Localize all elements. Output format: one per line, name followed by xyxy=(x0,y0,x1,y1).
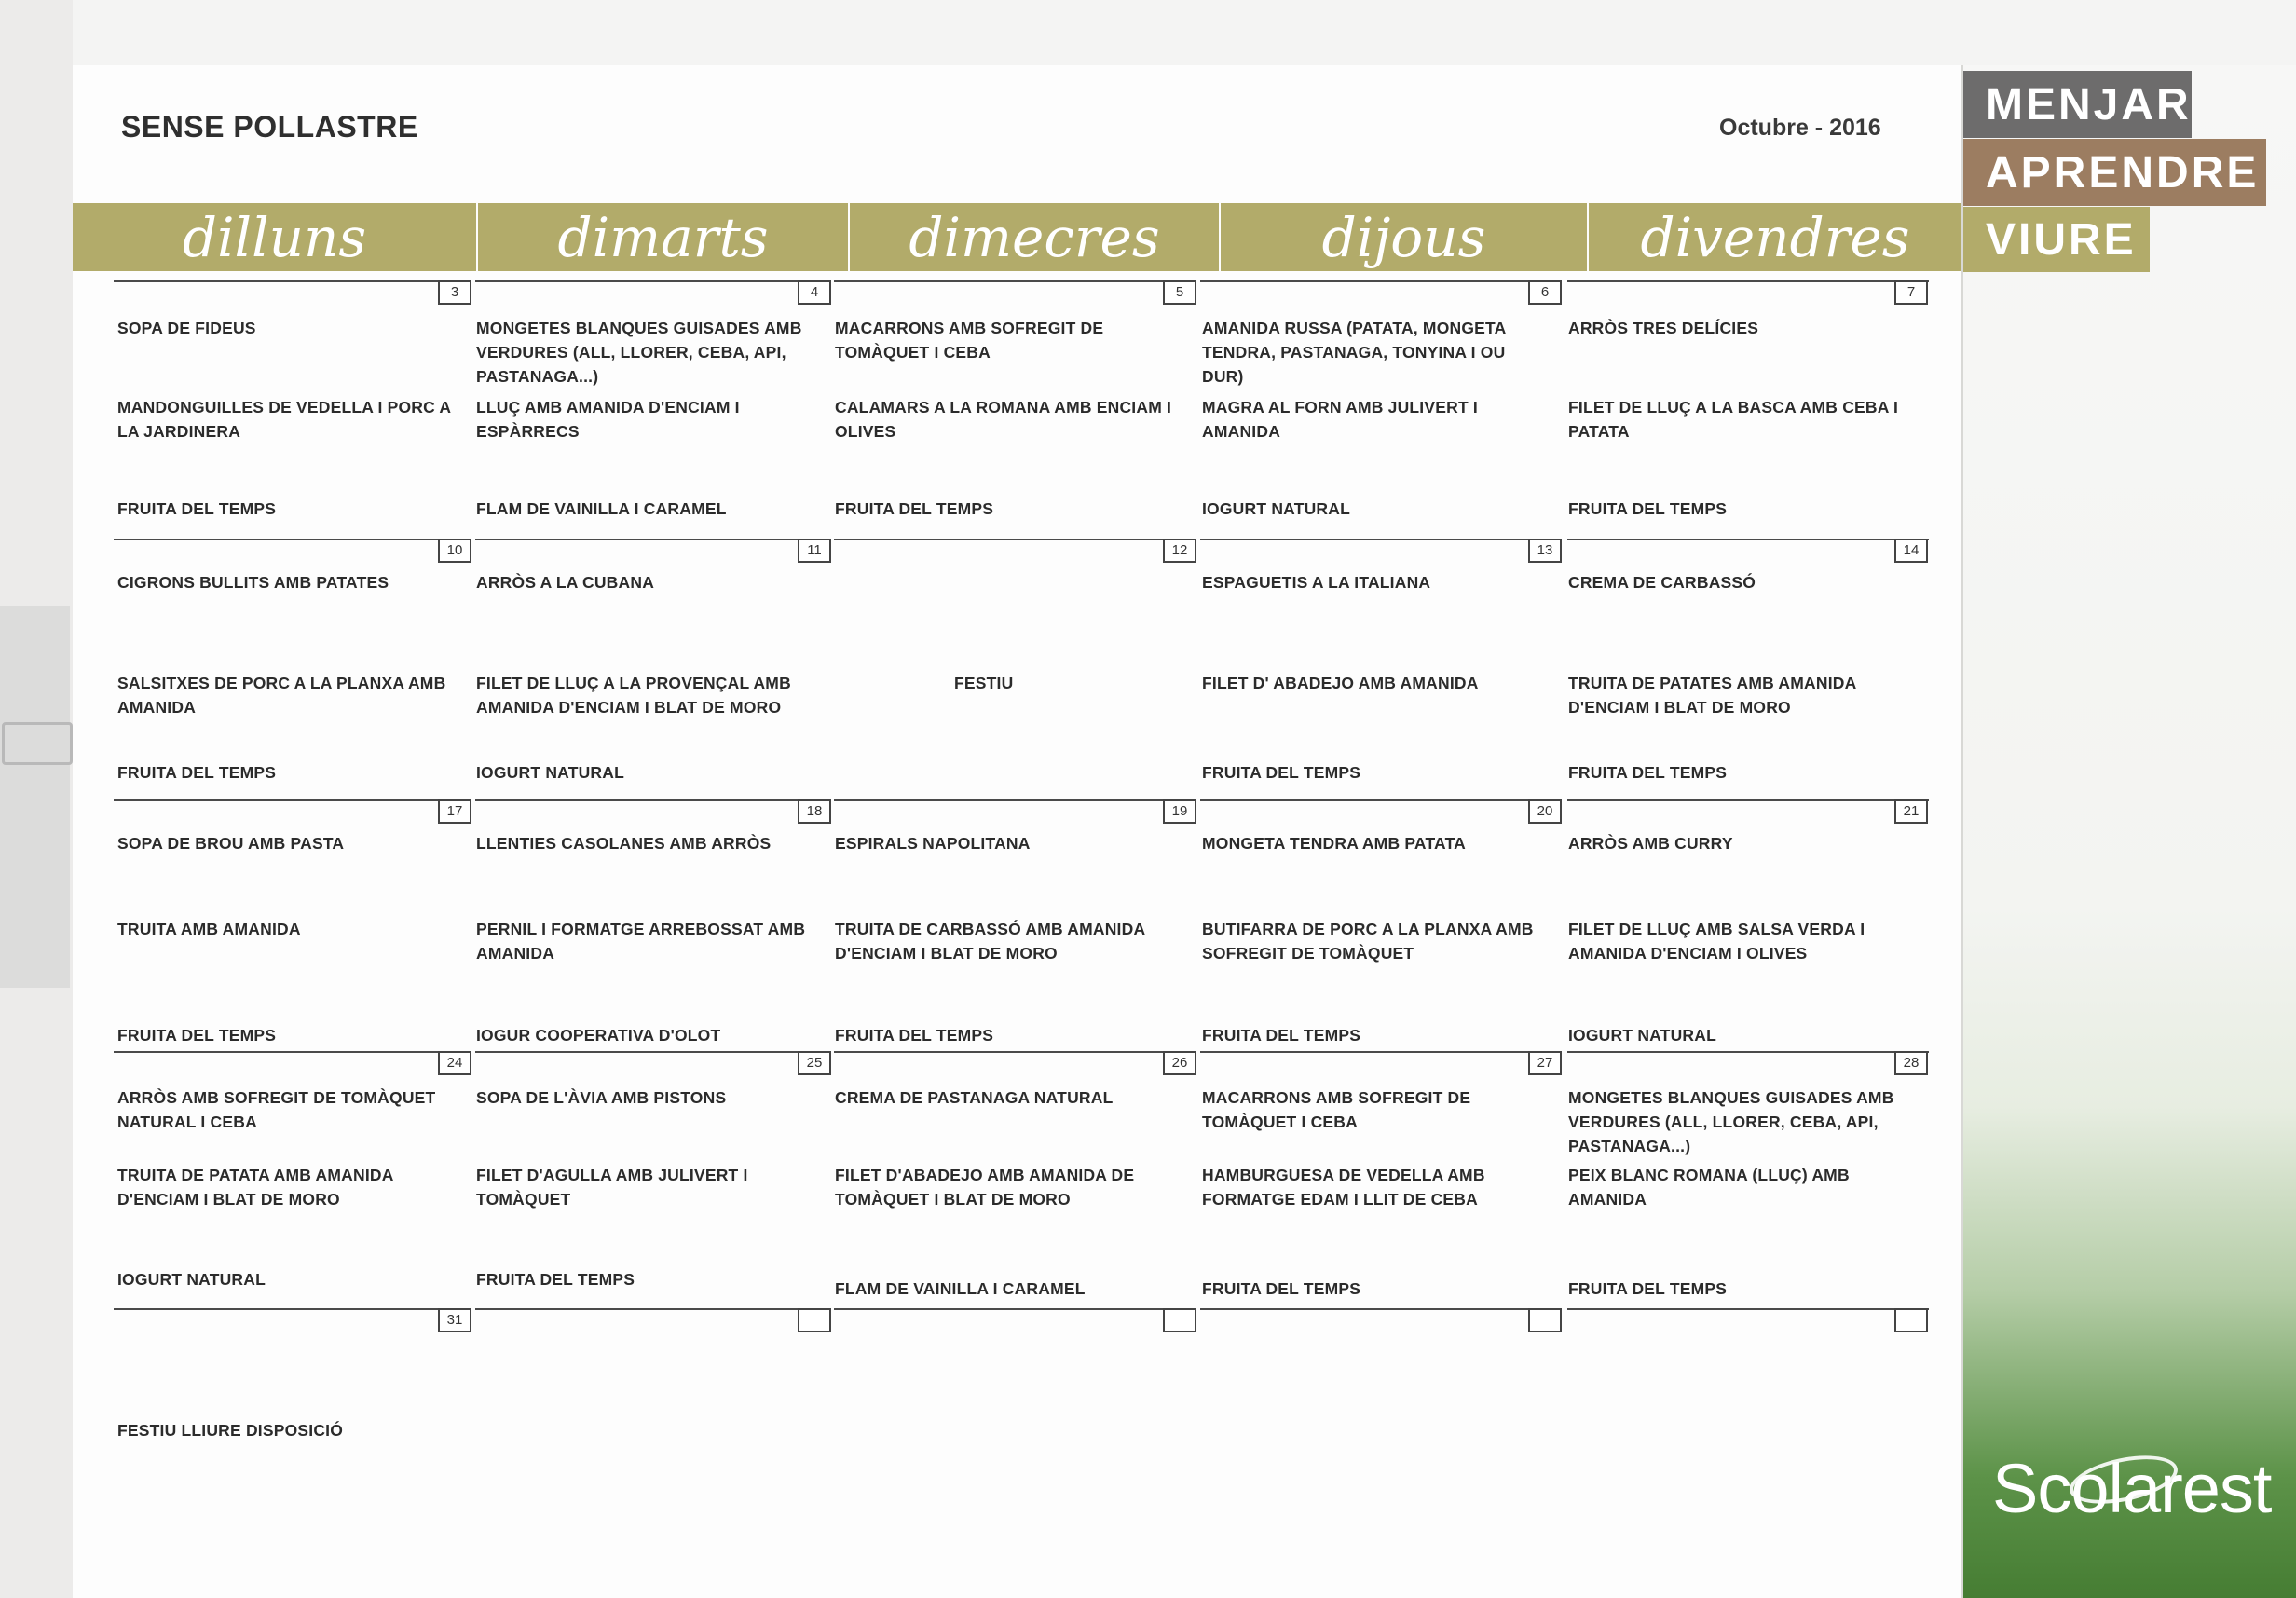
day-number-box: 14 xyxy=(1894,539,1928,563)
week-rule xyxy=(1200,799,1562,801)
week-rule xyxy=(475,280,829,282)
day-number-box: 28 xyxy=(1894,1051,1928,1075)
week-rule xyxy=(475,1308,829,1310)
dessert: IOGURT NATURAL xyxy=(117,1270,266,1289)
day-number-box: 26 xyxy=(1163,1051,1196,1075)
first-course: SOPA DE FIDEUS xyxy=(117,319,256,337)
week-rule xyxy=(475,1051,829,1053)
second-course: MAGRA AL FORN AMB JULIVERT I AMANIDA xyxy=(1202,398,1478,441)
second-course: TRUITA DE PATATA AMB AMANIDA D'ENCIAM I BLAT DE MORO xyxy=(117,1166,393,1209)
dessert: FLAM DE VAINILLA I CARAMEL xyxy=(476,499,727,518)
week-rule xyxy=(1200,280,1562,282)
dessert: IOGURT NATURAL xyxy=(1202,499,1350,518)
dessert: FRUITA DEL TEMPS xyxy=(1202,1026,1361,1045)
first-course: ARRÒS AMB SOFREGIT DE TOMÀQUET NATURAL I CEBA xyxy=(117,1088,436,1131)
day-number-box xyxy=(1163,1308,1196,1332)
day-number-box: 5 xyxy=(1163,280,1196,305)
day-number-box: 13 xyxy=(1528,539,1562,563)
dessert: FRUITA DEL TEMPS xyxy=(1202,1279,1361,1298)
dessert: FLAM DE VAINILLA I CARAMEL xyxy=(835,1279,1086,1298)
week-rule xyxy=(475,539,829,540)
second-course: FILET DE LLUÇ AMB SALSA VERDA I AMANIDA D'ENCIAM I OLIVES xyxy=(1568,920,1866,963)
day-number-box: 27 xyxy=(1528,1051,1562,1075)
first-course: CREMA DE PASTANAGA NATURAL xyxy=(835,1088,1114,1107)
dessert: IOGURT NATURAL xyxy=(476,763,624,782)
dessert: FRUITA DEL TEMPS xyxy=(1568,1279,1728,1298)
dessert: FRUITA DEL TEMPS xyxy=(476,1270,636,1289)
day-number-box xyxy=(1894,1308,1928,1332)
dessert: FRUITA DEL TEMPS xyxy=(117,1026,277,1045)
first-course: MACARRONS AMB SOFREGIT DE TOMÀQUET I CEBA xyxy=(835,319,1104,362)
week-rule xyxy=(834,1051,1195,1053)
day-number-box: 10 xyxy=(438,539,472,563)
day-number-box: 6 xyxy=(1528,280,1562,305)
day-number-box xyxy=(1528,1308,1562,1332)
scan-shadow xyxy=(0,606,70,988)
week-rule xyxy=(1567,280,1929,282)
dessert: IOGURT NATURAL xyxy=(1568,1026,1716,1045)
weekday-header-bar xyxy=(73,203,1960,271)
day-number-box: 7 xyxy=(1894,280,1928,305)
week-rule xyxy=(1200,539,1562,540)
first-course: SOPA DE BROU AMB PASTA xyxy=(117,834,345,853)
brand-aprendre: APRENDRE xyxy=(1963,139,2266,206)
weekday-divendres: divendres xyxy=(1589,203,1961,271)
brand-panel xyxy=(1961,65,2296,1598)
first-course: MONGETES BLANQUES GUISADES AMB VERDURES (ALL, LLORER, CEBA, API, PASTANAGA...) xyxy=(476,319,802,386)
first-course: FESTIU LLIURE DISPOSICIÓ xyxy=(117,1421,344,1440)
week-rule xyxy=(475,799,829,801)
day-number-box: 25 xyxy=(798,1051,831,1075)
first-course: ARRÒS AMB CURRY xyxy=(1568,834,1733,853)
weekday-dimarts: dimarts xyxy=(478,203,848,271)
second-course: LLUÇ AMB AMANIDA D'ENCIAM I ESPÀRRECS xyxy=(476,398,740,441)
week-rule xyxy=(834,539,1195,540)
dessert: FRUITA DEL TEMPS xyxy=(117,499,277,518)
first-course: ESPAGUETIS A LA ITALIANA xyxy=(1202,573,1431,592)
dessert: FRUITA DEL TEMPS xyxy=(1568,499,1728,518)
day-number-box: 11 xyxy=(798,539,831,563)
second-course: CALAMARS A LA ROMANA AMB ENCIAM I OLIVES xyxy=(835,398,1172,441)
day-number-box: 12 xyxy=(1163,539,1196,563)
second-course: FILET DE LLUÇ A LA PROVENÇAL AMB AMANIDA D'ENCIAM I BLAT DE MORO xyxy=(476,674,791,717)
dessert: IOGUR COOPERATIVA D'OLOT xyxy=(476,1026,721,1045)
first-course: CREMA DE CARBASSÓ xyxy=(1568,573,1756,592)
first-course: MACARRONS AMB SOFREGIT DE TOMÀQUET I CEBA xyxy=(1202,1088,1471,1131)
second-course: TRUITA DE CARBASSÓ AMB AMANIDA D'ENCIAM I BLAT DE MORO xyxy=(835,920,1145,963)
dessert: FRUITA DEL TEMPS xyxy=(117,763,277,782)
week-rule xyxy=(1567,799,1929,801)
first-course: CIGRONS BULLITS AMB PATATES xyxy=(117,573,390,592)
weekday-dilluns: dilluns xyxy=(73,203,476,271)
first-course: ARRÒS A LA CUBANA xyxy=(476,573,655,592)
week-rule xyxy=(1567,539,1929,540)
week-rule xyxy=(114,280,472,282)
first-course: MONGETES BLANQUES GUISADES AMB VERDURES (ALL, LLORER, CEBA, API, PASTANAGA...) xyxy=(1568,1088,1894,1155)
week-rule xyxy=(114,1051,472,1053)
first-course: LLENTIES CASOLANES AMB ARRÒS xyxy=(476,834,772,853)
day-number-box: 4 xyxy=(798,280,831,305)
second-course: HAMBURGUESA DE VEDELLA AMB FORMATGE EDAM I LLIT DE CEBA xyxy=(1202,1166,1485,1209)
brand-viure: VIURE xyxy=(1963,207,2150,272)
second-course: FILET D'AGULLA AMB JULIVERT I TOMÀQUET xyxy=(476,1166,748,1209)
day-number-box: 21 xyxy=(1894,799,1928,824)
first-course: MONGETA TENDRA AMB PATATA xyxy=(1202,834,1467,853)
dessert: FRUITA DEL TEMPS xyxy=(1568,763,1728,782)
weekday-dimecres: dimecres xyxy=(850,203,1219,271)
week-rule xyxy=(114,539,472,540)
second-course: TRUITA DE PATATES AMB AMANIDA D'ENCIAM I BLAT DE MORO xyxy=(1568,674,1856,717)
day-number-box: 17 xyxy=(438,799,472,824)
first-course: ESPIRALS NAPOLITANA xyxy=(835,834,1031,853)
week-rule xyxy=(1200,1051,1562,1053)
second-course: PERNIL I FORMATGE ARREBOSSAT AMB AMANIDA xyxy=(476,920,806,963)
second-course: FESTIU xyxy=(954,674,1014,692)
week-rule xyxy=(834,280,1195,282)
second-course: FILET D'ABADEJO AMB AMANIDA DE TOMÀQUET I BLAT DE MORO xyxy=(835,1166,1135,1209)
dessert: FRUITA DEL TEMPS xyxy=(835,499,994,518)
first-course: ARRÒS TRES DELÍCIES xyxy=(1568,319,1759,337)
week-rule xyxy=(834,1308,1195,1310)
day-number-box: 18 xyxy=(798,799,831,824)
day-number-box: 19 xyxy=(1163,799,1196,824)
week-rule xyxy=(1567,1051,1929,1053)
day-number-box: 31 xyxy=(438,1308,472,1332)
second-course: PEIX BLANC ROMANA (LLUÇ) AMB AMANIDA xyxy=(1568,1166,1850,1209)
week-rule xyxy=(114,1308,472,1310)
second-course: MANDONGUILLES DE VEDELLA I PORC A LA JARDINERA xyxy=(117,398,451,441)
second-course: FILET D' ABADEJO AMB AMANIDA xyxy=(1202,674,1479,692)
menu-title: SENSE POLLASTRE xyxy=(121,110,418,143)
day-number-box: 20 xyxy=(1528,799,1562,824)
second-course: FILET DE LLUÇ A LA BASCA AMB CEBA I PATATA xyxy=(1568,398,1899,441)
dessert: FRUITA DEL TEMPS xyxy=(835,1026,994,1045)
second-course: BUTIFARRA DE PORC A LA PLANXA AMB SOFREGIT DE TOMÀQUET xyxy=(1202,920,1534,963)
first-course: SOPA DE L'ÀVIA AMB PISTONS xyxy=(476,1088,727,1107)
day-number-box: 3 xyxy=(438,280,472,305)
day-number-box xyxy=(798,1308,831,1332)
week-rule xyxy=(114,799,472,801)
menu-period: Octubre - 2016 xyxy=(1719,115,1881,141)
week-rule xyxy=(1200,1308,1562,1310)
scolarest-logo: Scolarest xyxy=(1992,1450,2272,1527)
second-course: TRUITA AMB AMANIDA xyxy=(117,920,301,938)
dessert: FRUITA DEL TEMPS xyxy=(1202,763,1361,782)
week-rule xyxy=(834,799,1195,801)
week-rule xyxy=(1567,1308,1929,1310)
day-number-box: 24 xyxy=(438,1051,472,1075)
second-course: SALSITXES DE PORC A LA PLANXA AMB AMANIDA xyxy=(117,674,446,717)
film-strip-icon xyxy=(2,722,73,765)
first-course: AMANIDA RUSSA (PATATA, MONGETA TENDRA, PASTANAGA, TONYINA I OU DUR) xyxy=(1202,319,1506,386)
weekday-dijous: dijous xyxy=(1221,203,1587,271)
brand-menjar: MENJAR xyxy=(1963,71,2192,138)
